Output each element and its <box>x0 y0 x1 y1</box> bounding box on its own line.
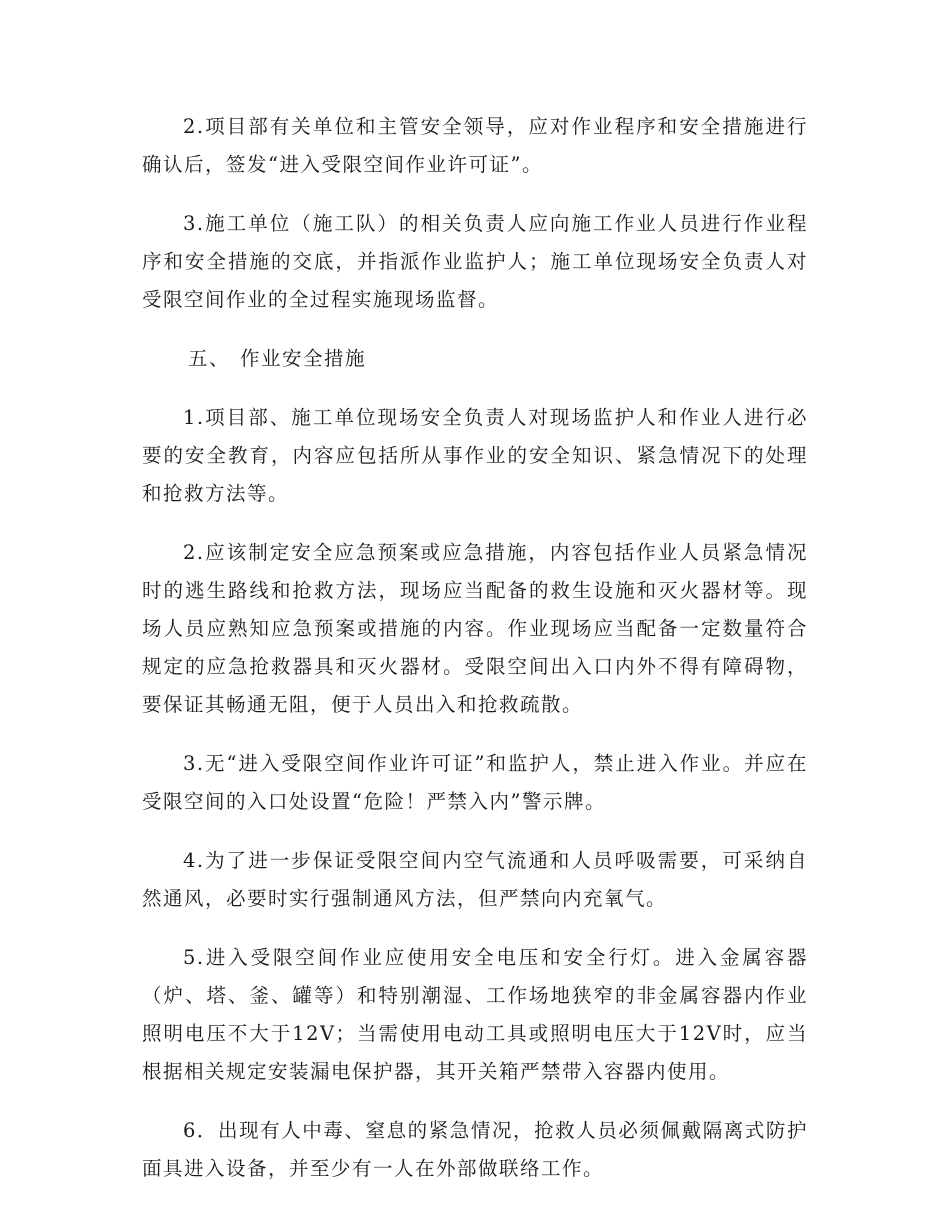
document-body <box>142 108 808 1209</box>
measure-item-1: 1.项目部、施工单位现场安全负责人对现场监护人和作业人进行必要的安全教育，内容应包括所从事作业的安全知识、紧急情况下的处理和抢救方法等。 <box>142 406 808 505</box>
section-title: 作业安全措施 <box>240 347 367 370</box>
measure-item-3: 3.无“进入受限空间作业许可证”和监护人，禁止进入作业。并应在受限空间的入口处设置“危险！严禁入内”警示牌。 <box>142 752 808 813</box>
measure-item-2: 2.应该制定安全应急预案或应急措施，内容包括作业人员紧急情况时的逃生路线和抢救方法，现场应当配备的救生设施和灭火器材等。现场人员应熟知应急预案或措施的内容。作业现场应当配备一定数量符合规定的应急抢救器具和灭火器材。受限空间出入口内外不得有障碍物，要保证其畅通无阻，便于人员出入和抢救疏散。 <box>142 541 808 716</box>
section-number: 五、 <box>188 347 231 370</box>
paragraph-item-3: 3.施工单位（施工队）的相关负责人应向施工作业人员进行作业程序和安全措施的交底，并指派作业监护人；施工单位现场安全负责人对受限空间作业的全过程实施现场监督。 <box>142 212 808 311</box>
section-heading <box>142 340 808 378</box>
measure-item-6: 6．出现有人中毒、窒息的紧急情况，抢救人员必须佩戴隔离式防护面具进入设备，并至少有一人在外部做联络工作。 <box>142 1119 808 1180</box>
measure-item-4: 4.为了进一步保证受限空间内空气流通和人员呼吸需要，可采纳自然通风，必要时实行强制通风方法，但严禁向内充氧气。 <box>142 849 808 910</box>
measure-item-5: 5.进入受限空间作业应使用安全电压和安全行灯。进入金属容器（炉、塔、釜、罐等）和特别潮湿、工作场地狭窄的非金属容器内作业照明电压不大于12V；当需使用电动工具或照明电压大于12V时，应当根据相关规定安装漏电保护器，其开关箱严禁带入容器内使用。 <box>142 946 808 1083</box>
paragraph-item-2: 2.项目部有关单位和主管安全领导，应对作业程序和安全措施进行确认后，签发“进入受限空间作业许可证”。 <box>142 115 808 176</box>
